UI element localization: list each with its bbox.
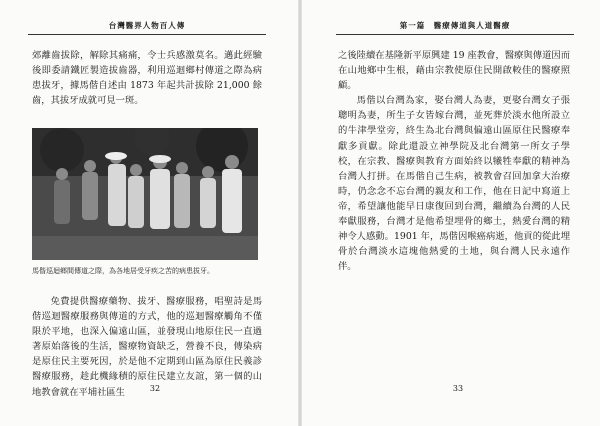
right-page [302,0,600,426]
running-header-right: 第一篇 醫療傳道與人道醫療 [399,21,511,30]
photo-caption: 馬偕巡迴鄉間傳道之際，為各地居受牙疾之苦的病患拔牙。 [32,267,214,275]
paragraph: 郊離齒拔除，解除其痛痛，令士兵感激莫名。邁此經驗後即委請鐵匠製造拔齒器，利用巡迴鄉村傳道之際為病患拔牙，據馬偕自述由 1873 年起共計拔除 21,000 餘齒，其拔牙成就可見一斑。 [32,50,262,107]
paragraph: 之後陸續在基隆新平原興建 19 座教會，醫療與傳道因而在山地鄉中生根，藉由宗教使原住民開啟較佳的醫療照顧。 [338,50,570,92]
historical-photo [32,128,258,260]
left-body-top [32,48,262,108]
left-page [0,0,298,426]
page-number-right: 33 [452,384,464,393]
right-body [338,48,570,274]
header-rule-right [336,34,574,35]
paragraph: 馬偕以台灣為家，娶台灣人為妻，更娶台灣女子張聰明為妻，所生子女皆嫁台灣，並死葬於淡水他所設立的牛津學堂旁，終生為北台灣與偏遠山區原住民醫療奉獻多貢獻。除此還設立神學院及北台灣第一所女子學校，在宗教、醫療與教育方面始終以犧牲奉獻的精神為台灣人打拼。在馬偕自己生病，被教會召回加拿大治療時，仍念念不忘台灣的親友和工作，他在日記中寫道上帝，希望讓他能早日康復回到台灣，繼續為台灣的人民奉獻服務，台灣才是他希望埋骨的鄉土，熱愛台灣的精神令人感動。1901 年，馬偕因喉癌病逝，他貢的從此埋骨於台灣淡水這塊他熱愛的土地，與台灣人民永遠作伴。 [338,95,570,273]
header-rule-left [28,34,266,35]
running-header-left: 台灣醫界人物百人傳 [108,21,186,30]
page-number-left: 32 [149,384,161,393]
photo-illustration [32,128,258,260]
paragraph: 免費提供醫療藥物、拔牙、醫療服務，唱聖詩是馬偕巡迴醫療服務與傳道的方式，他的巡迴醫療觸角不僅限於平地，也深入偏遠山區，並發現山地原住民一直過著原始落後的生活，醫療物資缺乏，營養不良，傳染病是原住民主要死因，於是他不定期到山區為原住民義診醫療服務，趁此機緣積的原住民建立友誼，第一個的山地教會就在平埔社區生 [32,296,262,398]
